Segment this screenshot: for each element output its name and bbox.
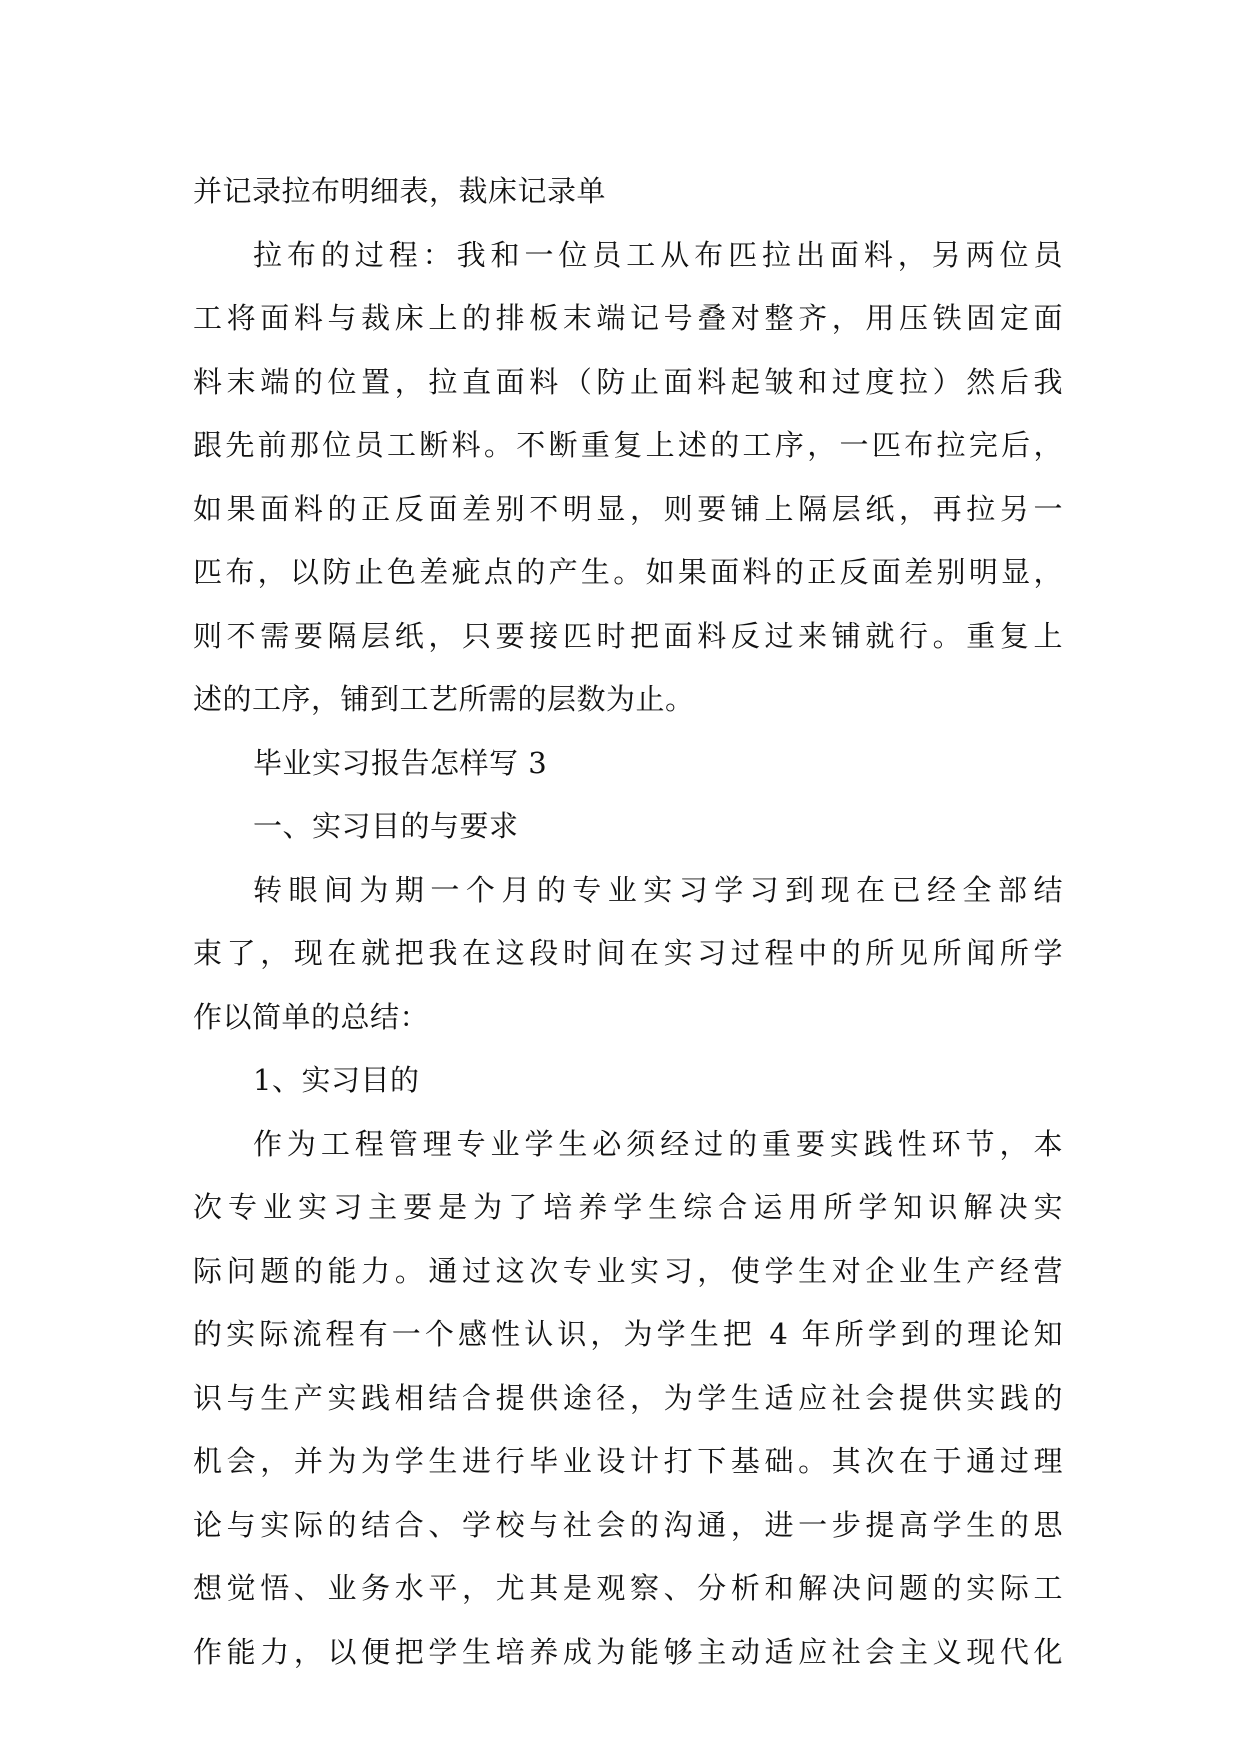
subsection-heading: 1、实习目的: [253, 1063, 420, 1097]
paragraph-first-line: 拉布的过程：我和一位员工从布匹拉出面料，另两位员: [253, 237, 1063, 272]
subsection-heading: 一、实习目的与要求: [253, 809, 519, 843]
text-line: 料末端的位置，拉直面料（防止面料起皱和过度拉）然后我: [193, 364, 1063, 399]
text-line: 际问题的能力。通过这次专业实习，使学生对企业生产经营: [193, 1253, 1063, 1288]
text-line: 想觉悟、业务水平，尤其是观察、分析和解决问题的实际工: [193, 1571, 1063, 1605]
paragraph-first-line: 作为工程管理专业学生必须经过的重要实践性环节，本: [253, 1126, 1063, 1161]
text-line: 论与实际的结合、学校与社会的沟通，进一步提高学生的思: [193, 1507, 1063, 1542]
text-line: 述的工序，铺到工艺所需的层数为止。: [193, 682, 695, 716]
document-body: [193, 160, 1063, 1684]
text-line: 机会，并为为学生进行毕业设计打下基础。其次在于通过理: [193, 1444, 1063, 1478]
text-line: 并记录拉布明细表，裁床记录单: [193, 174, 607, 208]
text-line: 跟先前那位员工断料。不断重复上述的工序，一匹布拉完后，: [193, 428, 1063, 462]
section-heading: 毕业实习报告怎样写 3: [253, 745, 548, 780]
text-line: 作能力，以便把学生培养成为能够主动适应社会主义现代化: [193, 1634, 1063, 1669]
text-line: 匹布，以防止色差疵点的产生。如果面料的正反面差别明显，: [193, 555, 1063, 589]
text-line: 识与生产实践相结合提供途径，为学生适应社会提供实践的: [193, 1380, 1063, 1415]
text-line: 如果面料的正反面差别不明显，则要铺上隔层纸，再拉另一: [193, 491, 1063, 526]
text-line: 束了，现在就把我在这段时间在实习过程中的所见所闻所学: [193, 936, 1063, 970]
text-line: 则不需要隔层纸，只要接匹时把面料反过来铺就行。重复上: [193, 618, 1063, 653]
text-line: 作以简单的总结：: [193, 999, 430, 1034]
paragraph-first-line: 转眼间为期一个月的专业实习学习到现在已经全部结: [253, 872, 1063, 907]
text-line: 次专业实习主要是为了培养学生综合运用所学知识解决实: [193, 1190, 1063, 1224]
text-line: 的实际流程有一个感性认识，为学生把 4 年所学到的理论知: [193, 1317, 1063, 1351]
text-line: 工将面料与裁床上的排板末端记号叠对整齐，用压铁固定面: [193, 301, 1063, 335]
